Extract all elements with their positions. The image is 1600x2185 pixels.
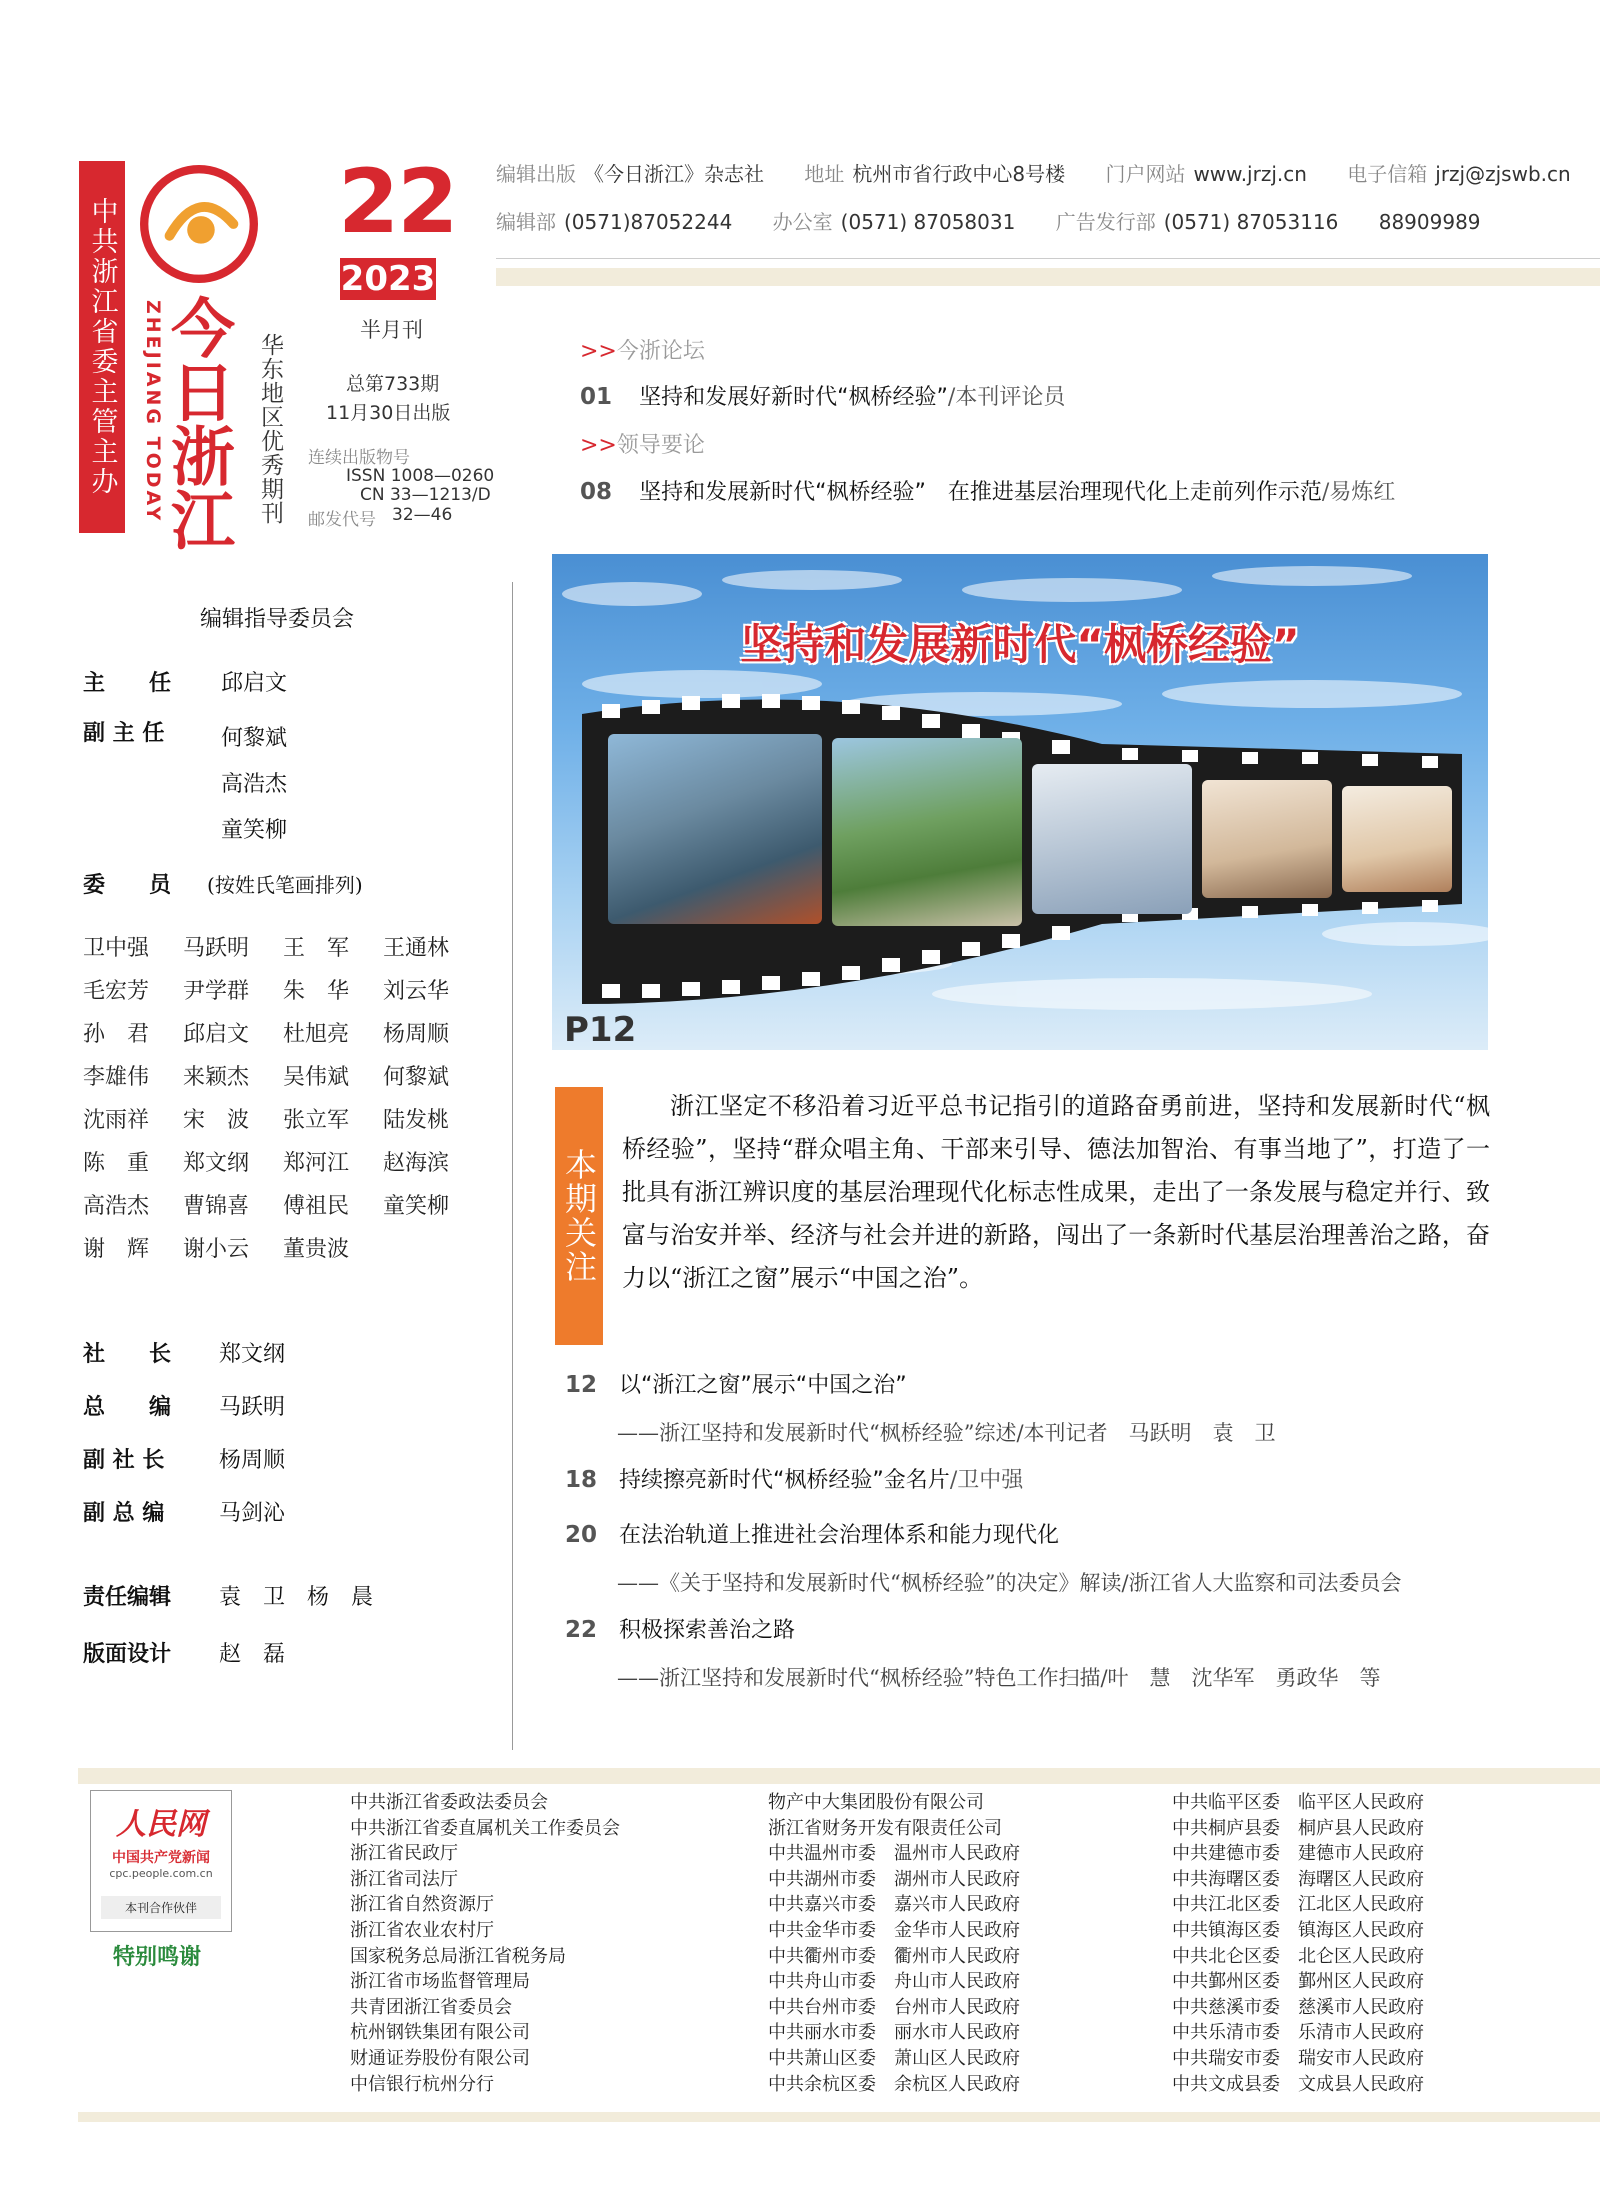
thanks-entry: 浙江省财务开发有限责任公司 [768,1817,1002,1839]
address: 杭州市省行政中心8号楼 [852,162,1066,186]
member-name: 杜旭亮 [283,1022,350,1047]
toc-author: /本刊评论员 [947,385,1066,410]
thanks-entry: 浙江省市场监督管理局 [350,1971,530,1993]
deputy-name: 高浩杰 [221,772,288,797]
staff-label: 社 长 [83,1342,172,1367]
toc-item-18[interactable] [565,1463,1500,1494]
member-name: 吴伟斌 [283,1065,350,1090]
thanks-label: 特别鸣谢 [113,1944,202,1970]
thanks-entry: 中共慈溪市委 慈溪市人民政府 [1172,1996,1424,2018]
staff-row [83,1496,286,1527]
thanks-entry: 中共舟山市委 舟山市人民政府 [768,1971,1020,1993]
postal-label: 邮发代号 [308,510,376,530]
website-link[interactable]: www.jrzj.cn [1193,162,1307,186]
section-header-2: >>领导要论 [580,433,705,458]
thanks-entry: 中共北仑区委 北仑区人民政府 [1172,1945,1424,1967]
office-phone: (0571) 87058031 [840,210,1016,234]
member-name: 朱 华 [283,979,350,1004]
thanks-entry: 中共丽水市委 丽水市人民政府 [768,2022,1020,2044]
member-name: 曹锦喜 [183,1194,250,1219]
director-label: 主 任 [83,671,172,696]
email-link[interactable]: jrzj@zjswb.cn [1435,162,1571,186]
toc-item-12[interactable] [565,1368,1500,1447]
logo-english: ZHEJIANG TODAY [142,300,164,524]
web-label: 门户网站 [1105,162,1186,186]
thanks-entry: 中共桐庐县委 桐庐县人民政府 [1172,1817,1424,1839]
thanks-column-2 [768,1790,1020,2097]
member-name: 郑文纲 [183,1151,250,1176]
staff-name: 马剑沁 [219,1501,286,1526]
member-name: 卫中强 [83,936,150,961]
staff-name: 杨周顺 [219,1448,286,1473]
toc-author: /易炼红 [1321,480,1396,505]
staff-name: 赵 磊 [219,1642,286,1667]
thanks-entry: 中共衢州市委 衢州市人民政府 [768,1945,1020,1967]
member-name: 赵海滨 [383,1151,450,1176]
photo-meeting [1342,786,1452,892]
member-name: 何黎斌 [383,1065,450,1090]
member-name: 郑河江 [283,1151,350,1176]
member-name: 刘云华 [383,979,450,1004]
staff-name: 郑文纲 [219,1342,286,1367]
member-name: 沈雨祥 [83,1108,150,1133]
thanks-column-1 [350,1790,620,2097]
thanks-entry: 中共建德市委 建德市人民政府 [1172,1843,1424,1865]
members-row [83,868,363,899]
thanks-entry: 中共温州市委 温州市人民政府 [768,1843,1020,1865]
ad-phone: (0571) 87053116 [1163,210,1339,234]
member-name: 傅祖民 [283,1194,350,1219]
staff-label: 副 总 编 [83,1501,165,1526]
pub-date: 11月30日出版 [326,402,451,424]
member-name: 陆发桃 [383,1108,450,1133]
thanks-entry: 浙江省农业农村厅 [350,1919,494,1941]
toc-title: 在法治轨道上推进社会治理体系和能力现代化 [619,1523,1060,1548]
frequency: 半月刊 [360,318,423,342]
staff-row [83,1337,286,1368]
member-name: 杨周顺 [383,1022,450,1047]
page-reference: P12 [564,1010,637,1050]
thanks-entry: 中共萧山区委 萧山区人民政府 [768,2047,1020,2069]
toc-focus-list [565,1368,1500,1708]
issue-number: 22 [338,150,457,253]
partner-logo-box[interactable] [90,1790,232,1932]
member-name: 高浩杰 [83,1194,150,1219]
members-grid [83,931,483,1263]
cover-banner[interactable] [552,554,1488,1050]
serial-label: 连续出版物号 [308,448,410,468]
thanks-entry: 中信银行杭州分行 [350,2073,494,2095]
member-name: 陈 重 [83,1151,150,1176]
partner-url: cpc.people.com.cn [109,1867,213,1880]
thanks-entry: 中共金华市委 金华市人民政府 [768,1919,1020,1941]
toc-subtitle: ——《关于坚持和发展新时代“枫桥经验”的决定》解读/浙江省人大监察和司法委员会 [617,1571,1402,1595]
staff-label: 版面设计 [83,1642,172,1667]
office-label: 办公室 [772,210,833,234]
editorial-label: 编辑部 [496,210,556,234]
staff-name: 袁 卫 杨 晨 [219,1585,374,1610]
cn-number: CN 33—1213/D [360,485,491,505]
issue-year: 2023 [340,259,436,299]
member-name: 谢小云 [183,1237,250,1262]
member-name: 尹学群 [183,979,250,1004]
thanks-entry: 中共江北区委 江北区人民政府 [1172,1894,1424,1916]
partner-logo: 人民网 [116,1807,206,1842]
photo-farmers [832,738,1022,926]
partner-tag: 本刊合作伙伴 [101,1896,221,1919]
member-name: 马跃明 [183,936,250,961]
publisher: 《今日浙江》杂志社 [584,162,764,186]
contact-line-2 [496,206,1481,235]
thanks-entry: 中共台州市委 台州市人民政府 [768,1996,1020,2018]
thanks-entry: 中共鄞州区委 鄞州区人民政府 [1172,1971,1424,1993]
toc-subtitle: ——浙江坚持和发展新时代“枫桥经验”特色工作扫描/叶 慧 沈华军 勇政华 等 [617,1666,1381,1690]
members-note: (按姓氏笔画排列) [207,873,363,897]
thanks-entry: 共青团浙江省委员会 [350,1996,512,2018]
focus-paragraph: 浙江坚定不移沿着习近平总书记指引的道路奋勇前进，坚持和发展新时代“枫桥经验”，坚持“群众唱主角、干部来引导、德法加智治、有事当地了”，打造了一批具有浙江辨识度的基层治理现代化标志性成果，走出了一条发展与稳定并行、致富与治安并举、经济与社会并进的新路，闯出了一条新时代基层治理善治之路，奋力以“浙江之窗”展示“中国之治”。 [622,1092,1490,1292]
issn: ISSN 1008—0260 [346,466,495,486]
member-name: 孙 君 [83,1022,150,1047]
photo-service-hall [1032,764,1192,914]
focus-tag: 本期关注 [555,1087,603,1345]
member-name: 来颖杰 [183,1065,250,1090]
thanks-entry: 中共浙江省委政法委员会 [350,1792,548,1813]
thanks-entry: 国家税务总局浙江省税务局 [350,1945,566,1967]
toc-number: 01 [580,384,613,410]
member-name: 谢 辉 [83,1237,150,1262]
director-name: 邱启文 [221,671,288,696]
members-label: 委 员 [83,873,172,898]
toc-item-01[interactable] [580,380,1065,411]
thanks-entry: 浙江省自然资源厅 [350,1894,494,1916]
member-name: 张立军 [283,1108,350,1133]
staff-row [83,1390,286,1421]
toc-title: 持续擦亮新时代“枫桥经验”金名片 [619,1468,950,1493]
member-name: 王 军 [283,936,350,961]
deputy-list [221,716,287,854]
thanks-entry: 中共镇海区委 镇海区人民政府 [1172,1919,1424,1941]
director-row [83,666,288,697]
header-beige-band [496,268,1600,286]
contact-line-1 [496,158,1571,187]
thanks-entry: 浙江省民政厅 [350,1843,458,1865]
staff-label: 副 社 长 [83,1448,165,1473]
member-name: 董贵波 [283,1237,350,1262]
section-header-1: >>今浙论坛 [580,339,705,364]
toc-number: 08 [580,479,613,505]
thanks-entry: 中共嘉兴市委 嘉兴市人民政府 [768,1894,1020,1916]
toc-number: 18 [565,1467,598,1493]
editorial-phone: (0571)87052244 [564,210,733,234]
footer-top-band [78,1768,1600,1784]
member-name: 童笑柳 [383,1194,450,1219]
section-title-2: 领导要论 [616,433,705,458]
toc-item-20[interactable] [565,1518,1500,1597]
toc-title: 坚持和发展好新时代“枫桥经验” [639,385,948,410]
toc-number: 22 [565,1617,598,1643]
member-name: 王通林 [383,936,450,961]
publisher-label: 编辑出版 [496,162,576,186]
deputy-name: 童笑柳 [221,818,288,843]
toc-number: 20 [565,1522,598,1548]
thanks-entry: 中共临平区委 临平区人民政府 [1172,1792,1424,1813]
postal-code: 32—46 [392,505,453,525]
staff-name: 马跃明 [219,1395,286,1420]
thanks-entry: 物产中大集团股份有限公司 [768,1792,984,1813]
member-name: 宋 波 [183,1108,250,1133]
thanks-entry: 中共海曙区委 海曙区人民政府 [1172,1868,1424,1890]
staff-label: 总 编 [83,1395,172,1420]
toc-number: 12 [565,1372,598,1398]
toc-title: 坚持和发展新时代“枫桥经验” 在推进基层治理现代化上走前列作示范 [639,480,1322,505]
address-label: 地址 [804,162,845,186]
deputy-label: 副 主 任 [83,721,165,746]
thanks-entry: 浙江省司法厅 [350,1868,458,1890]
toc-item-08[interactable] [580,475,1395,506]
committee-heading: 编辑指导委员会 [200,607,355,632]
column-divider [512,582,513,1750]
toc-author: /卫中强 [949,1468,1024,1493]
email-label: 电子信箱 [1347,162,1428,186]
toc-item-22[interactable] [565,1613,1500,1692]
thanks-entry: 财通证券股份有限公司 [350,2047,530,2069]
thanks-entry: 中共瑞安市委 瑞安市人民政府 [1172,2047,1424,2069]
honor-label: 华东地区优秀期刊 [257,333,283,525]
ad-label: 广告发行部 [1055,210,1156,234]
deputy-row [83,716,164,747]
logo-emblem-icon [140,165,258,283]
thanks-entry: 中共文成县委 文成县人民政府 [1172,2073,1424,2095]
member-name: 李雄伟 [83,1065,150,1090]
toc-title: 以“浙江之窗”展示“中国之治” [619,1373,907,1398]
sponsor-bar: 中共浙江省委主管主办 [79,161,125,533]
staff-row [83,1637,286,1668]
thanks-entry: 杭州钢铁集团有限公司 [350,2022,530,2044]
total-issue: 总第733期 [346,373,440,395]
photo-harbor [608,734,822,924]
header-divider [496,258,1600,259]
staff-row [83,1443,286,1474]
thanks-column-3 [1172,1790,1424,2097]
toc-subtitle: ——浙江坚持和发展新时代“枫桥经验”综述/本刊记者 马跃明 袁 卫 [617,1421,1276,1445]
footer-bottom-band [78,2112,1600,2122]
thanks-entry: 中共乐清市委 乐清市人民政府 [1172,2022,1424,2044]
staff-label: 责任编辑 [83,1585,172,1610]
toc-title: 积极探索善治之路 [619,1618,796,1643]
thanks-entry: 中共湖州市委 湖州市人民政府 [768,1868,1020,1890]
partner-sub: 中国共产党新闻 [112,1850,210,1866]
staff-row [83,1580,374,1611]
thanks-entry: 中共浙江省委直属机关工作委员会 [350,1817,620,1839]
section-title-1: 今浙论坛 [616,339,705,364]
deputy-name: 何黎斌 [221,726,288,751]
ad-phone-2: 88909989 [1378,210,1481,234]
member-name: 邱启文 [183,1022,250,1047]
logo-chinese: 今日浙江 [160,295,235,551]
banner-title: 坚持和发展新时代“枫桥经验” [740,620,1300,669]
thanks-entry: 中共余杭区委 余杭区人民政府 [768,2073,1020,2095]
member-name: 毛宏芳 [83,979,150,1004]
photo-office [1202,780,1332,898]
